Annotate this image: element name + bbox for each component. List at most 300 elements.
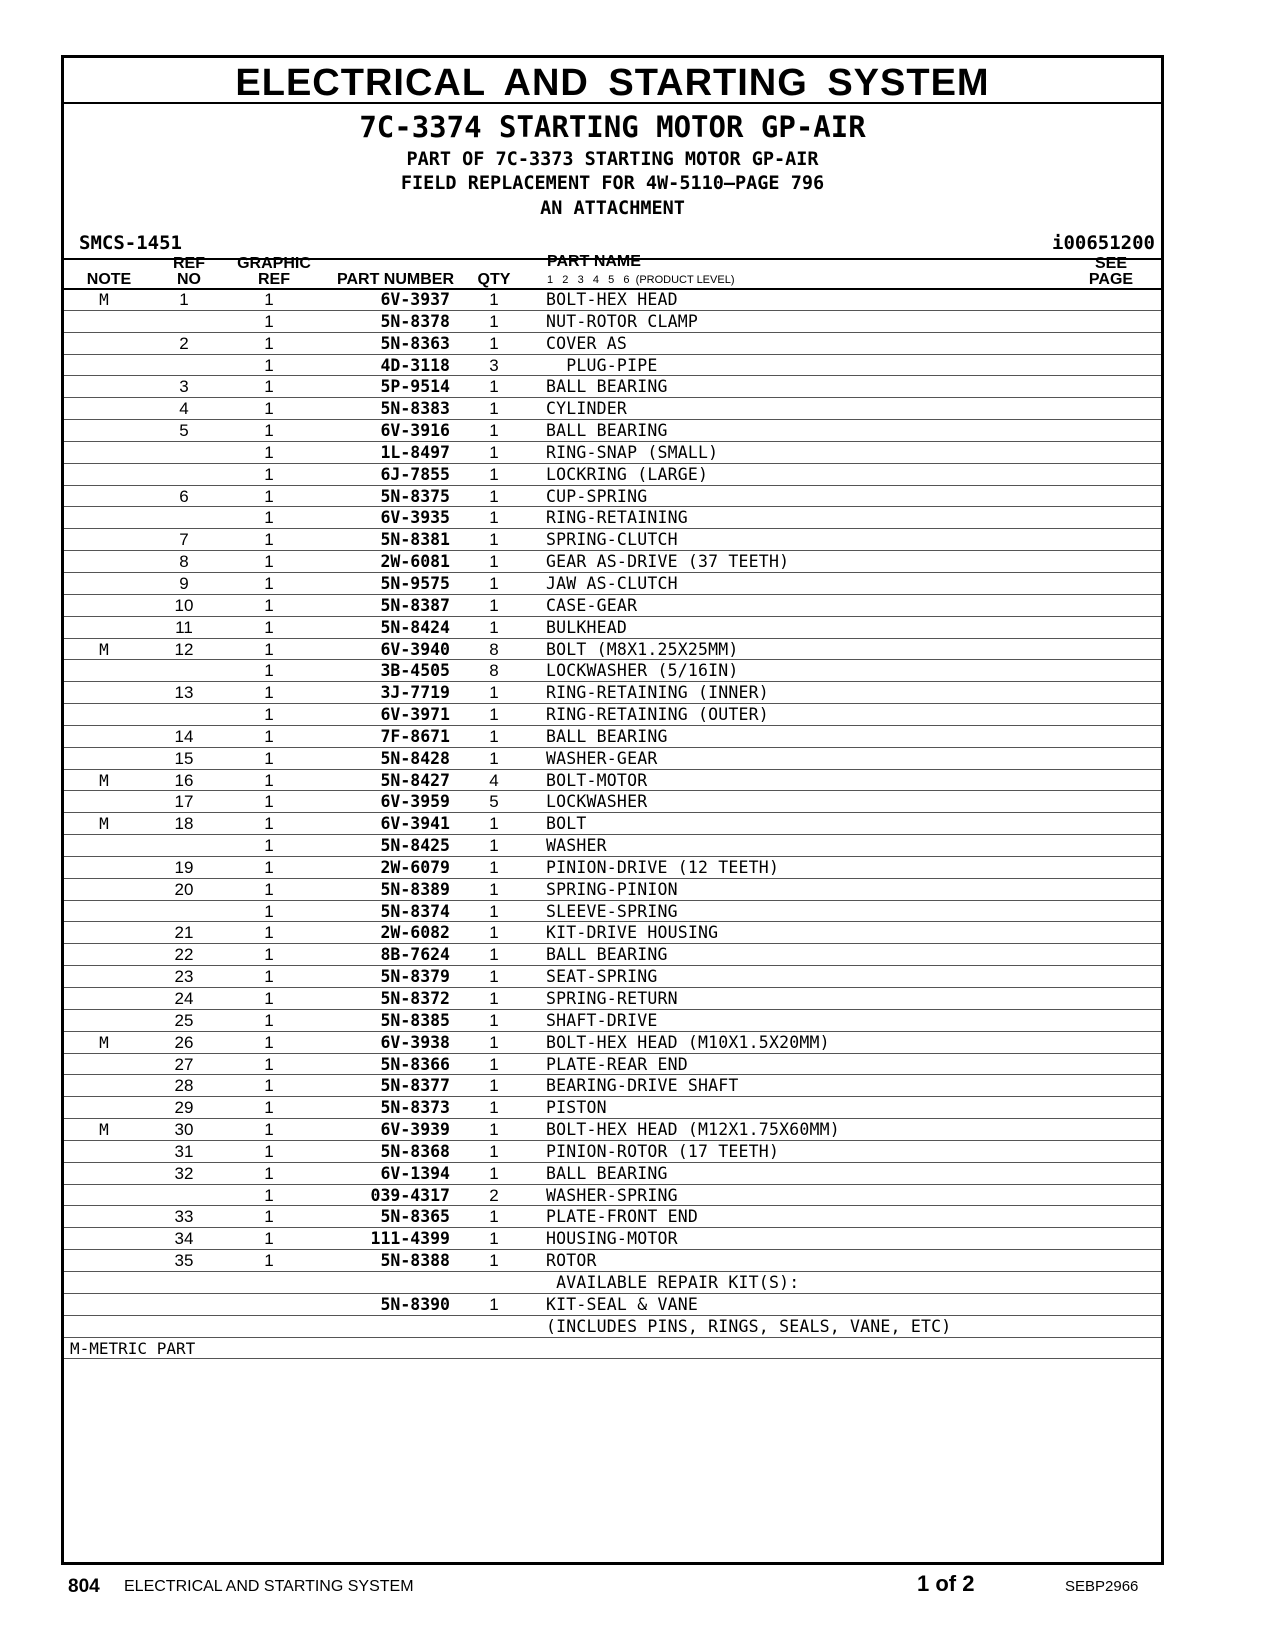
- cell-ref-no: 27: [174, 1054, 194, 1074]
- cell-part-name: RING-RETAINING (INNER): [546, 683, 769, 703]
- cell-part-number: 5N-9575: [380, 573, 450, 593]
- column-header-graphic-line2: REF: [258, 271, 290, 288]
- cell-graphic-ref: 1: [264, 442, 274, 462]
- cell-ref-no: 12: [174, 639, 194, 659]
- table-row: [64, 639, 1161, 661]
- cell-ref-no: 2: [179, 333, 189, 353]
- cell-ref-no: 19: [174, 857, 194, 877]
- cell-part-name: ROTOR: [546, 1251, 597, 1271]
- table-row: [64, 464, 1161, 486]
- table-row: [64, 376, 1161, 398]
- cell-ref-no: 33: [174, 1207, 194, 1227]
- cell-graphic-ref: 1: [264, 836, 274, 856]
- cell-qty: 1: [489, 705, 499, 725]
- cell-qty: 1: [489, 836, 499, 856]
- parts-page-frame: [61, 55, 1164, 1565]
- cell-qty: 1: [489, 595, 499, 615]
- cell-qty: 1: [489, 1229, 499, 1249]
- cell-part-name: SLEEVE-SPRING: [546, 901, 678, 921]
- cell-qty: 1: [489, 1120, 499, 1140]
- table-row: [64, 660, 1161, 682]
- cell-part-number: 6V-3940: [380, 639, 450, 659]
- table-row: [64, 1228, 1161, 1250]
- cell-graphic-ref: 1: [264, 573, 274, 593]
- cell-graphic-ref: 1: [264, 617, 274, 637]
- cell-ref-no: 8: [179, 552, 189, 572]
- cell-qty: 1: [489, 857, 499, 877]
- table-row: [64, 398, 1161, 420]
- cell-part-number: 6V-3941: [380, 814, 450, 834]
- cell-part-number: 5N-8383: [380, 399, 450, 419]
- cell-ref-no: 21: [174, 923, 194, 943]
- table-row: [64, 1250, 1161, 1272]
- table-row: [64, 1206, 1161, 1228]
- cell-part-name: SEAT-SPRING: [546, 967, 658, 987]
- cell-graphic-ref: 1: [264, 464, 274, 484]
- cell-ref-no: 30: [174, 1120, 194, 1140]
- cell-qty: 5: [489, 792, 499, 812]
- column-header-ref-line1: REF: [173, 255, 205, 272]
- table-row: [64, 595, 1161, 617]
- cell-part-number: 5N-8424: [380, 617, 450, 637]
- table-row: [64, 507, 1161, 529]
- column-header-qty: QTY: [477, 271, 511, 288]
- cell-graphic-ref: 1: [264, 989, 274, 1008]
- table-row: [64, 1185, 1161, 1207]
- cell-part-number: 6V-3959: [380, 792, 450, 812]
- cell-ref-no: 14: [174, 726, 194, 746]
- table-row: [64, 901, 1161, 923]
- table-row: [64, 726, 1161, 748]
- cell-part-name: WASHER-GEAR: [546, 748, 658, 768]
- cell-part-name: PINION-DRIVE (12 TEETH): [546, 857, 780, 877]
- cell-ref-no: 10: [174, 595, 194, 615]
- column-header-part-number: PART NUMBER: [336, 271, 454, 288]
- cell-ref-no: 3: [179, 377, 189, 397]
- cell-ref-no: 15: [174, 748, 194, 768]
- cell-qty: 1: [489, 923, 499, 943]
- cell-ref-no: 20: [174, 879, 194, 899]
- column-header-product-levels: 1 2 3 4 5 6 (PRODUCT LEVEL): [547, 274, 735, 286]
- cell-part-number: 5N-8427: [380, 770, 450, 790]
- cell-part-name: KIT-SEAL & VANE: [546, 1294, 699, 1314]
- cell-part-number: 111-4399: [370, 1229, 450, 1249]
- cell-note: M: [99, 1120, 109, 1140]
- cell-ref-no: 6: [179, 486, 189, 506]
- cell-part-number: 5N-8366: [380, 1054, 450, 1074]
- cell-part-number: 5N-8374: [380, 901, 450, 921]
- cell-ref-no: 9: [179, 573, 189, 593]
- cell-qty: 1: [489, 1141, 499, 1161]
- cell-part-number: 6V-1394: [380, 1163, 450, 1183]
- table-row: [64, 1141, 1161, 1163]
- cell-graphic-ref: 1: [264, 1054, 274, 1074]
- cell-part-number: 5N-8365: [380, 1207, 450, 1227]
- table-row: [64, 791, 1161, 813]
- table-row: [64, 1010, 1161, 1032]
- cell-graphic-ref: 1: [264, 1120, 274, 1140]
- cell-part-name: BEARING-DRIVE SHAFT: [546, 1076, 739, 1096]
- footer-section: ELECTRICAL AND STARTING SYSTEM: [124, 1578, 414, 1595]
- cell-part-number: 5N-8385: [380, 1010, 450, 1030]
- cell-part-name: GEAR AS-DRIVE (37 TEETH): [546, 552, 790, 572]
- cell-qty: 1: [489, 530, 499, 550]
- cell-part-number: 5N-8390: [380, 1294, 450, 1314]
- cell-part-name: PLATE-REAR END: [546, 1054, 688, 1074]
- cell-part-name: BOLT (M8X1.25X25MM): [546, 639, 739, 659]
- cell-graphic-ref: 1: [264, 355, 274, 375]
- cell-qty: 8: [489, 639, 499, 659]
- cell-part-name: AVAILABLE REPAIR KIT(S):: [546, 1272, 800, 1292]
- cell-qty: 1: [489, 1032, 499, 1052]
- cell-part-name: SHAFT-DRIVE: [546, 1010, 658, 1030]
- cell-part-number: 2W-6079: [380, 857, 450, 877]
- cell-part-number: 5N-8378: [380, 311, 450, 331]
- cell-graphic-ref: 1: [264, 311, 274, 331]
- cell-part-name: LOCKWASHER: [546, 792, 648, 812]
- cell-qty: 1: [489, 333, 499, 353]
- table-row: [64, 1054, 1161, 1076]
- cell-ref-no: 22: [174, 945, 194, 965]
- cell-qty: 1: [489, 573, 499, 593]
- table-row: [64, 311, 1161, 333]
- table-row: [64, 420, 1161, 442]
- column-header-graphic-line1: GRAPHIC: [237, 255, 311, 272]
- cell-graphic-ref: 1: [264, 726, 274, 746]
- cell-ref-no: 35: [174, 1251, 194, 1271]
- cell-part-name: (INCLUDES PINS, RINGS, SEALS, VANE, ETC): [546, 1316, 952, 1336]
- cell-part-name: COVER AS: [546, 333, 628, 353]
- cell-part-number: 5N-8381: [380, 530, 450, 550]
- cell-graphic-ref: 1: [264, 1141, 274, 1161]
- cell-part-name: LOCKWASHER (5/16IN): [546, 661, 739, 681]
- cell-part-number: 6V-3939: [380, 1120, 450, 1140]
- cell-graphic-ref: 1: [264, 945, 274, 965]
- column-header-graphic-ref: [224, 256, 324, 288]
- cell-part-name: CUP-SPRING: [546, 486, 648, 506]
- cell-ref-no: 11: [175, 617, 193, 637]
- cell-ref-no: 31: [174, 1141, 194, 1161]
- table-row: [64, 813, 1161, 835]
- table-row: [64, 289, 1161, 311]
- group-note-3: AN ATTACHMENT: [540, 198, 685, 219]
- cell-part-name: BALL BEARING: [546, 726, 668, 746]
- cell-part-number: 8B-7624: [380, 945, 450, 965]
- cell-graphic-ref: 1: [264, 1185, 274, 1205]
- cell-qty: 1: [489, 442, 499, 462]
- cell-part-name: BULKHEAD: [546, 617, 628, 637]
- cell-qty: 1: [489, 814, 499, 834]
- footnote-row: [64, 1338, 1161, 1360]
- cell-qty: 1: [489, 552, 499, 572]
- cell-graphic-ref: 1: [264, 814, 274, 834]
- cell-part-name: JAW AS-CLUTCH: [546, 573, 678, 593]
- table-row: [64, 529, 1161, 551]
- cell-qty: 1: [489, 726, 499, 746]
- cell-graphic-ref: 1: [264, 290, 274, 309]
- cell-qty: 1: [489, 748, 499, 768]
- cell-part-name: HOUSING-MOTOR: [546, 1229, 678, 1249]
- cell-ref-no: 24: [174, 989, 194, 1008]
- cell-graphic-ref: 1: [264, 1207, 274, 1227]
- cell-ref-no: 18: [174, 814, 194, 834]
- cell-graphic-ref: 1: [264, 639, 274, 659]
- cell-graphic-ref: 1: [264, 683, 274, 703]
- cell-part-name: NUT-ROTOR CLAMP: [546, 311, 699, 331]
- cell-part-name: BOLT-HEX HEAD: [546, 290, 678, 309]
- table-row: [64, 1097, 1161, 1119]
- parts-table: [64, 289, 1161, 1359]
- table-row: [64, 879, 1161, 901]
- cell-qty: 1: [489, 1163, 499, 1183]
- cell-graphic-ref: 1: [264, 399, 274, 419]
- cell-graphic-ref: 1: [264, 857, 274, 877]
- table-row: [64, 682, 1161, 704]
- cell-part-number: 6V-3937: [380, 290, 450, 309]
- cell-graphic-ref: 1: [264, 333, 274, 353]
- cell-qty: 1: [489, 1207, 499, 1227]
- cell-ref-no: 26: [174, 1032, 194, 1052]
- cell-qty: 1: [489, 989, 499, 1008]
- cell-qty: 1: [489, 967, 499, 987]
- cell-ref-no: 32: [174, 1163, 194, 1183]
- cell-part-number: 5P-9514: [380, 377, 450, 397]
- cell-part-name: PINION-ROTOR (17 TEETH): [546, 1141, 780, 1161]
- cell-part-name: BOLT-HEX HEAD (M10X1.5X20MM): [546, 1032, 830, 1052]
- group-note-2: FIELD REPLACEMENT FOR 4W-5110—PAGE 796: [400, 173, 825, 194]
- cell-qty: 1: [489, 311, 499, 331]
- cell-part-name: BOLT: [546, 814, 587, 834]
- cell-part-number: 5N-8379: [380, 967, 450, 987]
- cell-part-name: PLUG-PIPE: [546, 355, 658, 375]
- table-row: [64, 1316, 1161, 1338]
- cell-part-number: 5N-8387: [380, 595, 450, 615]
- column-header-ref-line2: NO: [177, 271, 201, 288]
- cell-note: M: [99, 639, 109, 659]
- cell-graphic-ref: 1: [264, 1098, 274, 1118]
- cell-ref-no: 23: [174, 967, 194, 987]
- cell-part-name: CYLINDER: [546, 399, 628, 419]
- cell-graphic-ref: 1: [264, 901, 274, 921]
- cell-graphic-ref: 1: [264, 967, 274, 987]
- cell-qty: 1: [489, 901, 499, 921]
- cell-ref-no: 7: [179, 530, 189, 550]
- cell-part-name: WASHER: [546, 836, 607, 856]
- table-row: [64, 748, 1161, 770]
- table-row: [64, 966, 1161, 988]
- cell-ref-no: 25: [174, 1010, 194, 1030]
- cell-qty: 1: [489, 879, 499, 899]
- cell-graphic-ref: 1: [264, 552, 274, 572]
- table-row: [64, 944, 1161, 966]
- cell-part-name: RING-RETAINING: [546, 508, 688, 528]
- table-row: [64, 704, 1161, 726]
- cell-graphic-ref: 1: [264, 923, 274, 943]
- cell-part-number: 2W-6081: [380, 552, 450, 572]
- page-title: ELECTRICAL AND STARTING SYSTEM: [64, 61, 1161, 104]
- cell-graphic-ref: 1: [264, 1076, 274, 1096]
- table-row: [64, 1294, 1161, 1316]
- cell-graphic-ref: 1: [264, 879, 274, 899]
- cell-qty: 1: [489, 464, 499, 484]
- table-row: [64, 1163, 1161, 1185]
- cell-part-name: WASHER-SPRING: [546, 1185, 678, 1205]
- cell-part-number: 5N-8388: [380, 1251, 450, 1271]
- cell-part-number: 5N-8428: [380, 748, 450, 768]
- cell-graphic-ref: 1: [264, 530, 274, 550]
- column-header-part-name: PART NAME: [547, 253, 641, 270]
- group-note-1: PART OF 7C-3373 STARTING MOTOR GP-AIR: [406, 149, 819, 170]
- cell-qty: 1: [489, 486, 499, 506]
- table-row: [64, 355, 1161, 377]
- cell-graphic-ref: 1: [264, 486, 274, 506]
- footer-page-number: 804: [68, 1576, 100, 1597]
- cell-part-number: 3B-4505: [380, 661, 450, 681]
- cell-part-number: 5N-8425: [380, 836, 450, 856]
- cell-part-name: RING-RETAINING (OUTER): [546, 705, 769, 725]
- cell-qty: 1: [489, 683, 499, 703]
- cell-qty: 2: [489, 1185, 499, 1205]
- cell-part-name: RING-SNAP (SMALL): [546, 442, 719, 462]
- cell-part-number: 6V-3935: [380, 508, 450, 528]
- column-header-note: NOTE: [86, 271, 132, 288]
- cell-part-number: 5N-8375: [380, 486, 450, 506]
- cell-part-name: BALL BEARING: [546, 377, 668, 397]
- footer-page-count: 1 of 2: [917, 1571, 975, 1596]
- cell-part-name: SPRING-CLUTCH: [546, 530, 678, 550]
- cell-part-number: 3J-7719: [380, 683, 450, 703]
- cell-ref-no: 34: [174, 1229, 194, 1249]
- group-title: 7C-3374 STARTING MOTOR GP-AIR: [359, 110, 866, 144]
- cell-part-number: 4D-3118: [380, 355, 450, 375]
- cell-graphic-ref: 1: [264, 792, 274, 812]
- illustration-id: i00651200: [1052, 232, 1155, 254]
- cell-graphic-ref: 1: [264, 748, 274, 768]
- cell-part-number: 5N-8373: [380, 1098, 450, 1118]
- cell-graphic-ref: 1: [264, 1251, 274, 1271]
- cell-qty: 1: [489, 290, 499, 309]
- cell-qty: 1: [489, 399, 499, 419]
- cell-qty: 1: [489, 1294, 499, 1314]
- cell-graphic-ref: 1: [264, 1229, 274, 1249]
- cell-graphic-ref: 1: [264, 705, 274, 725]
- cell-qty: 1: [489, 945, 499, 965]
- cell-note: M: [99, 1032, 109, 1052]
- cell-part-number: 039-4317: [370, 1185, 450, 1205]
- cell-note: M: [99, 770, 109, 790]
- table-row: [64, 770, 1161, 792]
- cell-ref-no: 29: [174, 1098, 194, 1118]
- table-row: [64, 573, 1161, 595]
- cell-note: M: [99, 814, 109, 834]
- cell-part-number: 7F-8671: [380, 726, 450, 746]
- cell-part-name: SPRING-RETURN: [546, 989, 678, 1008]
- cell-part-name: BOLT-HEX HEAD (M12X1.75X60MM): [546, 1120, 840, 1140]
- table-row: [64, 1119, 1161, 1141]
- cell-ref-no: 28: [174, 1076, 194, 1096]
- cell-graphic-ref: 1: [264, 421, 274, 441]
- cell-part-number: 6V-3938: [380, 1032, 450, 1052]
- cell-note: M: [99, 290, 109, 309]
- cell-qty: 4: [489, 770, 499, 790]
- table-row: [64, 1272, 1161, 1294]
- smcs-code: SMCS-1451: [79, 232, 182, 254]
- table-row: [64, 857, 1161, 879]
- cell-ref-no: 13: [174, 683, 194, 703]
- cell-part-number: 6J-7855: [380, 464, 450, 484]
- column-header-see-page: [1081, 256, 1141, 288]
- cell-ref-no: 4: [179, 399, 189, 419]
- metric-footnote: M-METRIC PART: [70, 1338, 196, 1358]
- cell-part-name: BALL BEARING: [546, 945, 668, 965]
- cell-graphic-ref: 1: [264, 1163, 274, 1183]
- cell-graphic-ref: 1: [264, 508, 274, 528]
- cell-part-name: BALL BEARING: [546, 421, 668, 441]
- table-row: [64, 1032, 1161, 1054]
- cell-part-number: 6V-3916: [380, 421, 450, 441]
- cell-part-number: 5N-8377: [380, 1076, 450, 1096]
- cell-ref-no: 17: [174, 792, 194, 812]
- cell-qty: 1: [489, 421, 499, 441]
- cell-ref-no: 5: [179, 421, 189, 441]
- cell-part-name: PLATE-FRONT END: [546, 1207, 699, 1227]
- cell-qty: 8: [489, 661, 499, 681]
- cell-part-name: SPRING-PINION: [546, 879, 678, 899]
- footer-doc-id: SEBP2966: [1065, 1578, 1139, 1595]
- cell-graphic-ref: 1: [264, 1032, 274, 1052]
- table-row: [64, 617, 1161, 639]
- cell-part-number: 1L-8497: [380, 442, 450, 462]
- table-row: [64, 551, 1161, 573]
- table-row: [64, 835, 1161, 857]
- cell-part-name: LOCKRING (LARGE): [546, 464, 709, 484]
- cell-part-name: CASE-GEAR: [546, 595, 638, 615]
- cell-qty: 1: [489, 508, 499, 528]
- cell-qty: 1: [489, 1098, 499, 1118]
- cell-part-number: 5N-8372: [380, 989, 450, 1008]
- cell-qty: 1: [489, 1010, 499, 1030]
- cell-graphic-ref: 1: [264, 1010, 274, 1030]
- table-row: [64, 1075, 1161, 1097]
- cell-part-number: 5N-8368: [380, 1141, 450, 1161]
- table-row: [64, 922, 1161, 944]
- cell-part-name: PISTON: [546, 1098, 607, 1118]
- cell-qty: 1: [489, 617, 499, 637]
- cell-qty: 1: [489, 1054, 499, 1074]
- cell-part-name: KIT-DRIVE HOUSING: [546, 923, 719, 943]
- cell-graphic-ref: 1: [264, 661, 274, 681]
- table-row: [64, 333, 1161, 355]
- cell-part-number: 6V-3971: [380, 705, 450, 725]
- cell-graphic-ref: 1: [264, 595, 274, 615]
- cell-part-number: 5N-8389: [380, 879, 450, 899]
- table-row: [64, 486, 1161, 508]
- cell-qty: 1: [489, 377, 499, 397]
- table-row: [64, 442, 1161, 464]
- cell-qty: 3: [489, 355, 499, 375]
- cell-part-name: BOLT-MOTOR: [546, 770, 648, 790]
- cell-part-number: 5N-8363: [380, 333, 450, 353]
- cell-qty: 1: [489, 1251, 499, 1271]
- cell-ref-no: 16: [174, 770, 194, 790]
- cell-graphic-ref: 1: [264, 770, 274, 790]
- column-header-see-line2: PAGE: [1088, 271, 1134, 288]
- cell-part-number: 2W-6082: [380, 923, 450, 943]
- cell-ref-no: 1: [179, 290, 189, 309]
- cell-part-name: BALL BEARING: [546, 1163, 668, 1183]
- column-header-ref-no: [154, 256, 224, 288]
- column-header-see-line1: SEE: [1094, 255, 1127, 272]
